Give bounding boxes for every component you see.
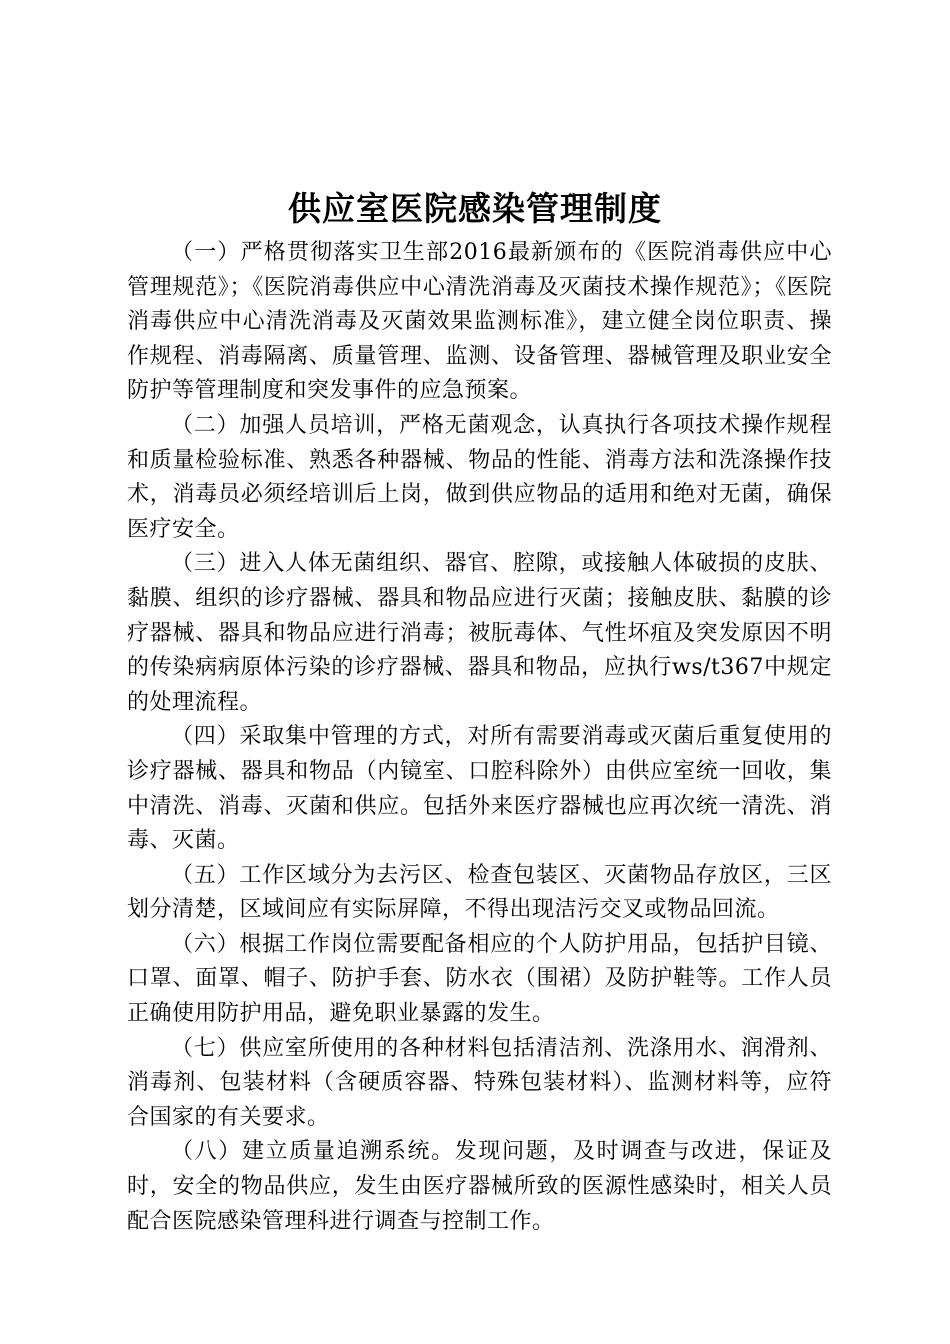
paragraph-1: （一）严格贯彻落实卫生部2016最新颁布的《医院消毒供应中心管理规范》；《医院消毒供应中心清洗消毒及灭菌技术操作规范》；《医院消毒供应中心清洗消毒及灭菌效果监测标准》，建立健全岗位职责、操作规程、消毒隔离、质量管理、监测、设备管理、器械管理及职业安全防护等管理制度和突发事件的应急预案。 [127,240,832,404]
paragraph-7: （七）供应室所使用的各种材料包括清洁剂、洗涤用水、润滑剂、消毒剂、包装材料（含硬质容器、特殊包装材料）、监测材料等，应符合国家的有关要求。 [127,1035,832,1130]
document-title: 供应室医院感染管理制度 [288,189,662,228]
paragraph-8: （八）建立质量追溯系统。发现问题，及时调查与改进，保证及时，安全的物品供应，发生由医疗器械所致的医源性感染时，相关人员配合医院感染管理科进行调查与控制工作。 [127,1139,832,1234]
paragraph-4: （四）采取集中管理的方式，对所有需要消毒或灭菌后重复使用的诊疗器械、器具和物品（内镜室、口腔科除外）由供应室统一回收，集中清洗、消毒、灭菌和供应。包括外来医疗器械也应再次统一清洗、消毒、灭菌。 [127,724,832,854]
paragraph-2: （二）加强人员培训，严格无菌观念，认真执行各项技术操作规程和质量检验标准、熟悉各种器械、物品的性能、消毒方法和洗涤操作技术，消毒员必须经培训后上岗，做到供应物品的适用和绝对无菌，确保医疗安全。 [127,412,832,542]
paragraph-3: （三）进入人体无菌组织、器官、腔隙，或接触人体破损的皮肤、黏膜、组织的诊疗器械、器具和物品应进行灭菌；接触皮肤、黏膜的诊疗器械、器具和物品应进行消毒；被朊毒体、气性坏疽及突发原因不明的传染病病原体污染的诊疗器械、器具和物品，应执行ws/t367中规定的处理流程。 [127,551,832,715]
document-body [127,236,832,1239]
paragraph-6: （六）根据工作岗位需要配备相应的个人防护用品，包括护目镜、口罩、面罩、帽子、防护手套、防水衣（围裙）及防护鞋等。工作人员正确使用防护用品，避免职业暴露的发生。 [127,931,832,1027]
paragraph-5: （五）工作区域分为去污区、检查包装区、灭菌物品存放区，三区划分清楚，区域间应有实际屏障，不得出现洁污交叉或物品回流。 [127,862,832,923]
